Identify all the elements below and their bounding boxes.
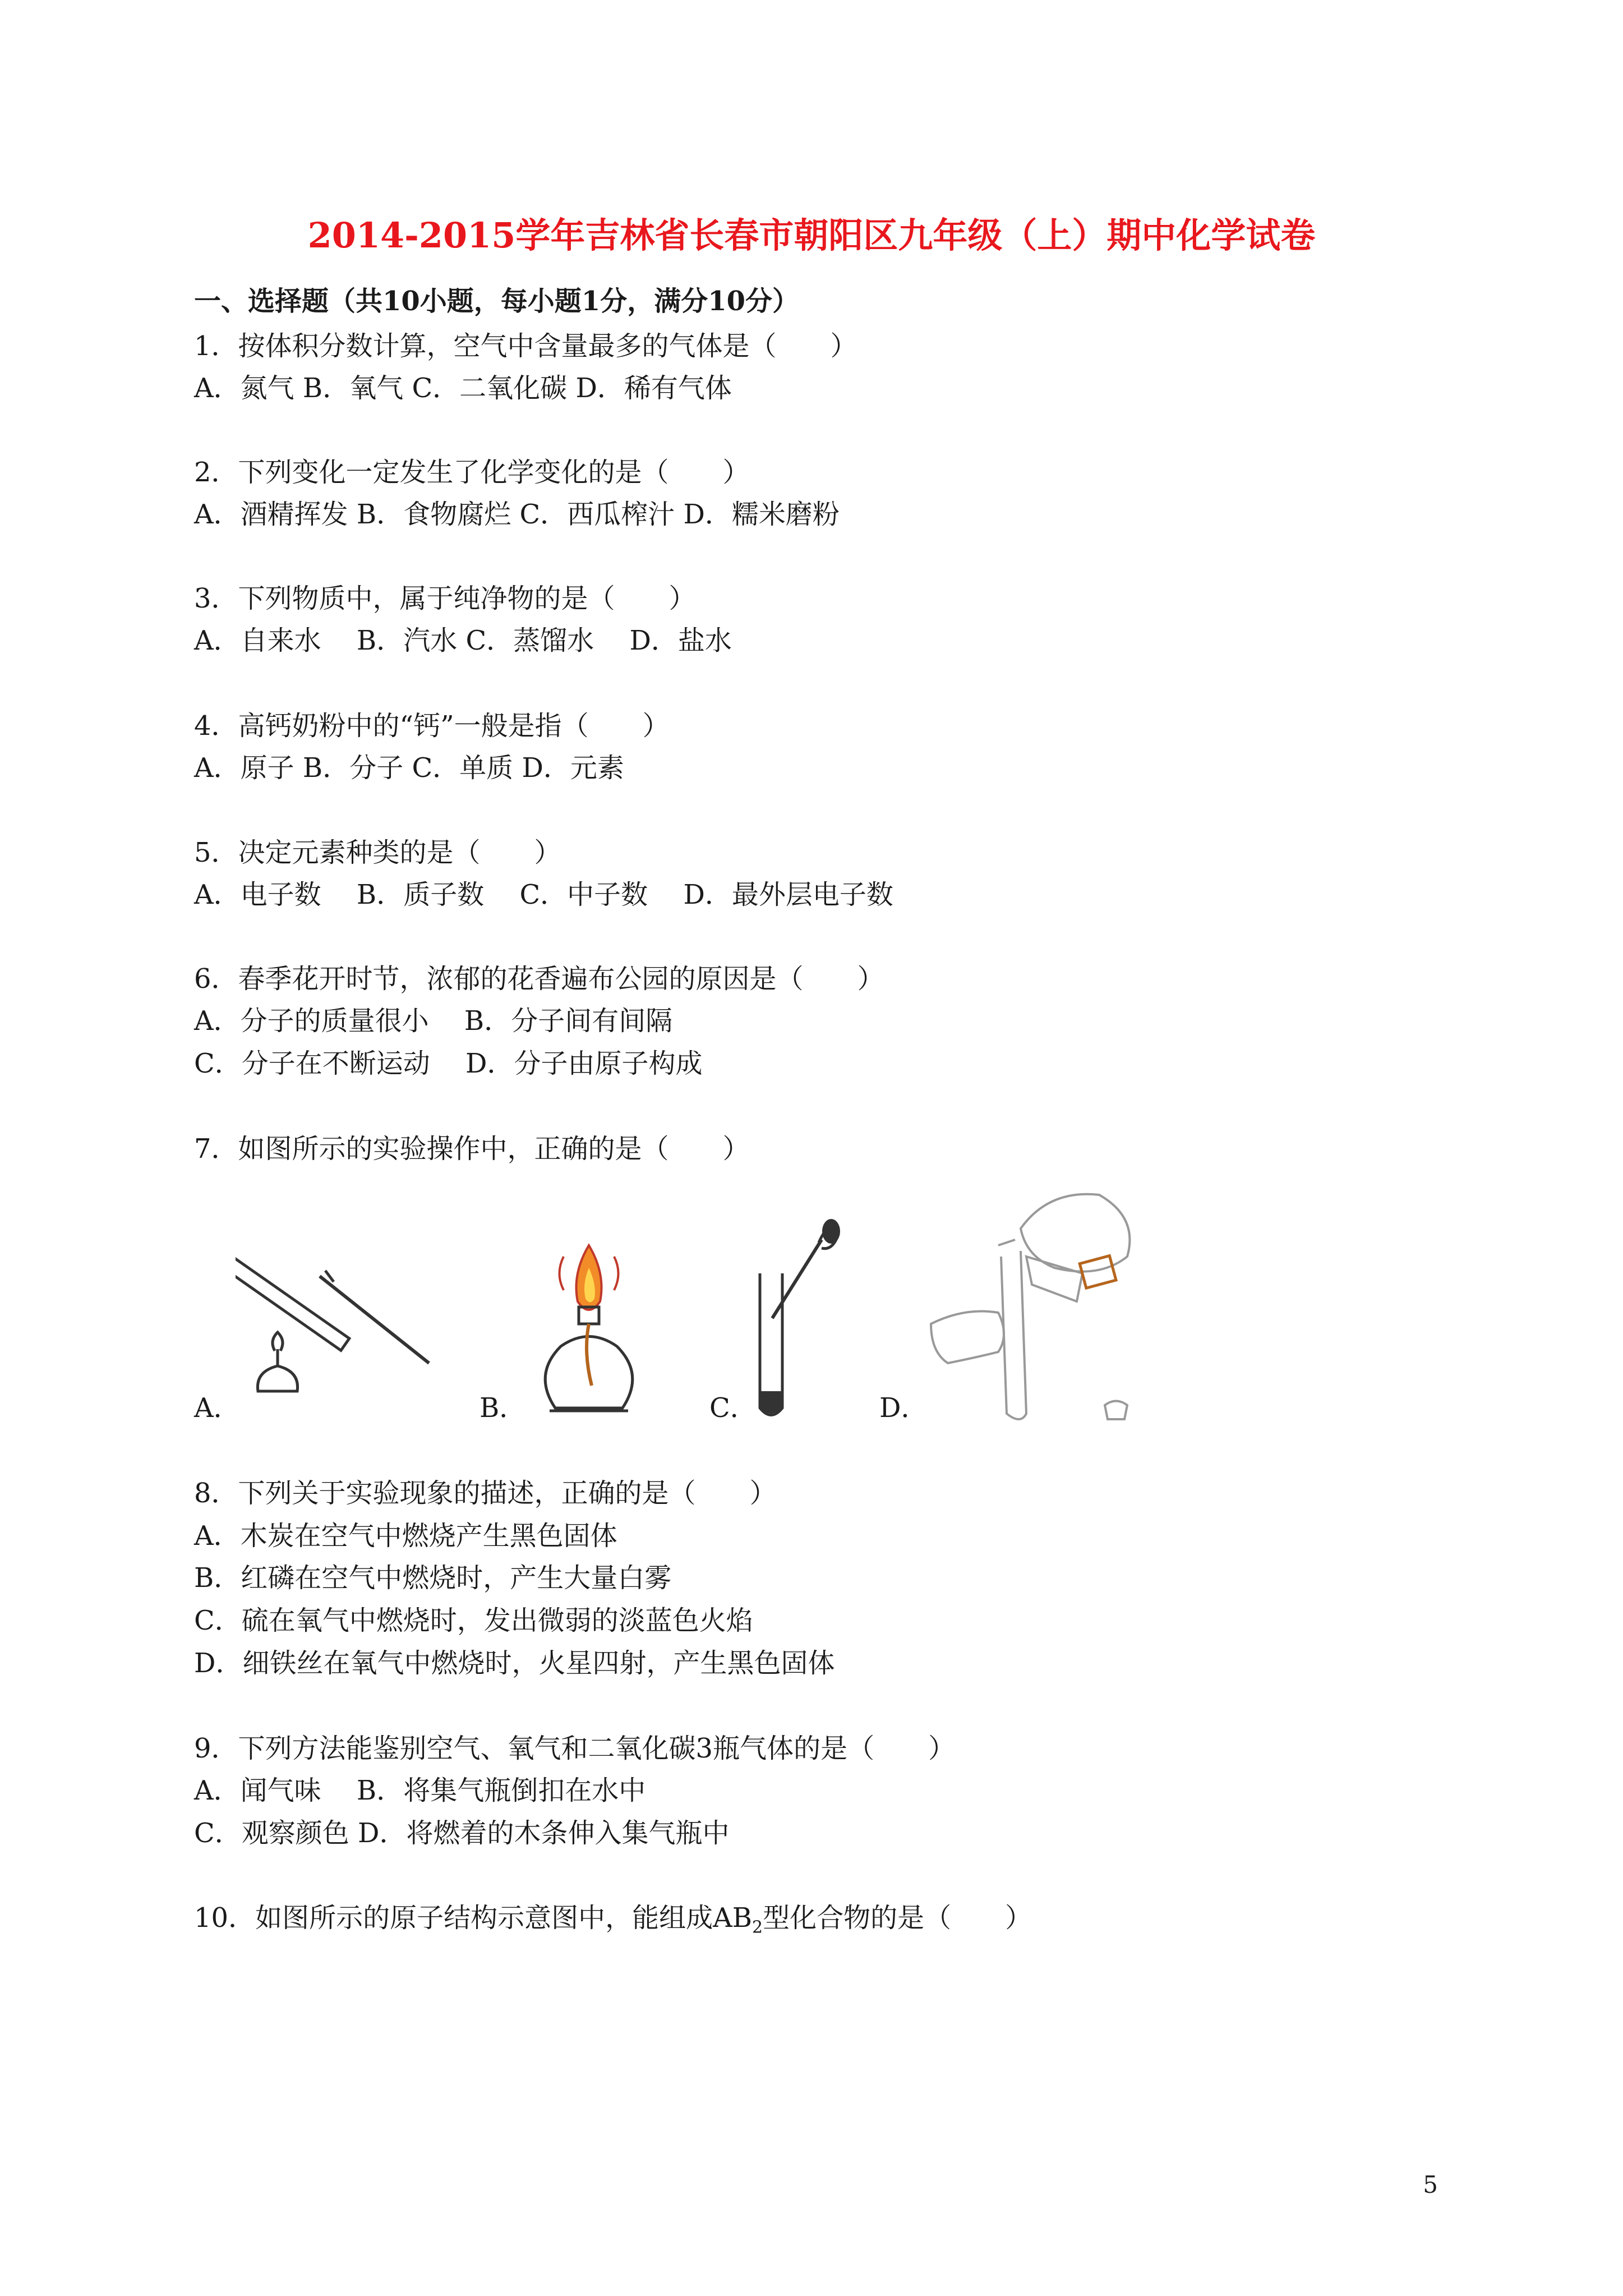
question-8-option-a: A．木炭在空气中燃烧产生黑色固体 xyxy=(194,1520,617,1552)
question-10-subscript: 2 xyxy=(752,1917,763,1938)
question-10-stem-after: 型化合物的是（ ） xyxy=(763,1902,1032,1934)
question-5-options: A．电子数 B．质子数 C．中子数 D．最外层电子数 xyxy=(194,879,893,910)
figure-d-label: D． xyxy=(879,1392,928,1424)
question-2-options: A．酒精挥发 B．食物腐烂 C．西瓜榨汁 D．糯米磨粉 xyxy=(194,499,840,530)
figure-b-label: B． xyxy=(479,1392,527,1424)
section-heading: 一、选择题（共10小题，每小题1分，满分10分） xyxy=(194,286,799,317)
question-3-stem: 3．下列物质中，属于纯净物的是（ ） xyxy=(194,583,696,614)
question-1-stem: 1．按体积分数计算，空气中含量最多的气体是（ ） xyxy=(194,330,857,362)
question-8-option-c: C．硫在氧气中燃烧时，发出微弱的淡蓝色火焰 xyxy=(194,1605,753,1636)
question-6-stem: 6．春季花开时节，浓郁的花香遍布公园的原因是（ ） xyxy=(194,963,884,995)
figure-b-alcohol-lamp xyxy=(516,1223,662,1425)
question-7-stem: 7．如图所示的实验操作中，正确的是（ ） xyxy=(194,1133,750,1165)
question-10-stem-before: 10．如图所示的原子结构示意图中，能组成AB xyxy=(194,1902,753,1934)
question-10-stem xyxy=(194,1900,1032,1946)
question-6-options-2: C．分子在不断运动 D．分子由原子构成 xyxy=(194,1048,703,1079)
figure-a-label: A． xyxy=(194,1392,241,1424)
question-6-options-1: A．分子的质量很小 B．分子间有间隔 xyxy=(194,1005,673,1037)
figure-c-dropper-test-tube xyxy=(749,1206,850,1425)
figure-a-heating-test-tube xyxy=(236,1223,443,1419)
figure-c-label: C． xyxy=(709,1392,757,1424)
question-8-option-d: D．细铁丝在氧气中燃烧时，火星四射，产生黑色固体 xyxy=(194,1648,835,1679)
question-8-stem: 8．下列关于实验现象的描述，正确的是（ ） xyxy=(194,1478,777,1509)
question-1-options: A．氮气 B．氧气 C．二氧化碳 D．稀有气体 xyxy=(194,372,732,404)
question-4-stem: 4．高钙奶粉中的“钙”一般是指（ ） xyxy=(194,710,670,742)
question-9-options-1: A．闻气味 B．将集气瓶倒扣在水中 xyxy=(194,1775,646,1806)
figure-d-pouring-liquid xyxy=(914,1184,1166,1430)
question-8-option-b: B．红磷在空气中燃烧时，产生大量白雾 xyxy=(194,1562,672,1594)
page-number: 5 xyxy=(1423,2171,1438,2198)
question-9-options-2: C．观察颜色 D．将燃着的木条伸入集气瓶中 xyxy=(194,1818,730,1849)
question-4-options: A．原子 B．分子 C．单质 D．元素 xyxy=(194,752,624,784)
question-5-stem: 5．决定元素种类的是（ ） xyxy=(194,837,561,868)
question-2-stem: 2．下列变化一定发生了化学变化的是（ ） xyxy=(194,457,750,488)
question-3-options: A．自来水 B．汽水 C．蒸馏水 D．盐水 xyxy=(194,625,732,656)
page-title: 2014-2015学年吉林省长春市朝阳区九年级（上）期中化学试卷 xyxy=(307,215,1316,256)
question-9-stem: 9．下列方法能鉴别空气、氧气和二氧化碳3瓶气体的是（ ） xyxy=(194,1733,956,1764)
